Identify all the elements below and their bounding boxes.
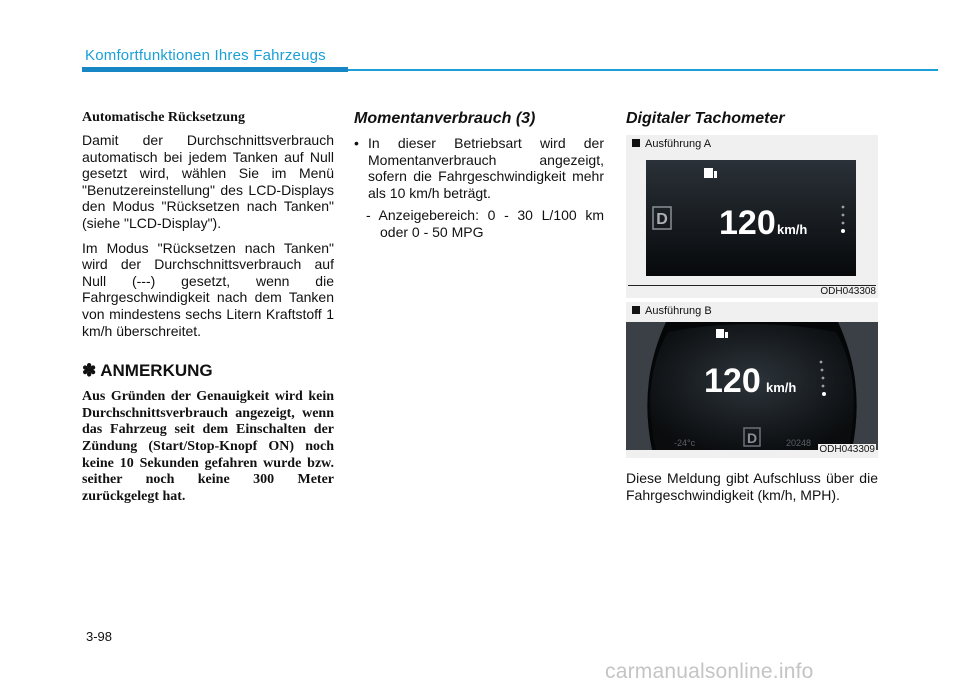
figure-b-code: ODH043309 — [819, 444, 875, 455]
gear-indicator: D — [746, 430, 758, 446]
note-heading — [82, 361, 334, 381]
gear-indicator: D — [656, 211, 668, 228]
header-rule-dark — [82, 67, 348, 72]
figure-b-label-text: Ausführung B — [645, 305, 712, 317]
note-body: Aus Gründen der Genauigkeit wird kein Durchschnittsverbrauch angezeigt, wenn das Fahrzeug seit dem Einschalten der Zündung (Start/Stop-Knopf ON) noch keine 10 Sekunden gefahren wurde bzw. seither noch keine 300 Meter zurückgelegt hat. — [82, 389, 334, 504]
speed-value: 120 — [719, 204, 776, 242]
figure-version-a — [626, 135, 878, 298]
cluster-b-graphic — [626, 322, 878, 450]
column-1 — [82, 110, 334, 505]
figure-a-label — [632, 138, 711, 150]
square-bullet-icon — [632, 306, 640, 314]
figure-a-label-text: Ausführung A — [645, 138, 712, 150]
bullet-dot: • — [354, 135, 359, 151]
speed-unit: km/h — [766, 380, 797, 395]
bullet-text: In dieser Betriebsart wird der Momentanverbrauch angezeigt, sofern die Fahrgeschwindigkeit mehr als 10 km/h beträgt. — [368, 135, 604, 201]
odometer: 20248 — [786, 438, 812, 448]
paragraph-auto-reset-1: Damit der Durchschnittsverbrauch automatisch bei jedem Tanken auf Null gesetzt wird, wählen Sie im Menü "Benutzereinstellung" des LCD-Displays den Modus "Rücksetzen nach Tanken" (siehe "LCD-Display"). — [82, 132, 334, 231]
paragraph-auto-reset-2: Im Modus "Rücksetzen nach Tanken" wird der Durchschnittsverbrauch auf Null (---) gesetzt, wenn die Fahrgeschwindigkeit nach dem Tanken von mindestens sechs Litern Kraftstoff 1 km/h überschreitet. — [82, 239, 334, 339]
note-heading-text: ANMERKUNG — [100, 361, 213, 381]
bullet-item — [354, 135, 604, 201]
watermark[interactable]: carmanualsonline.info — [605, 660, 814, 683]
heading-instant-consumption: Momentanverbrauch (3) — [354, 110, 536, 127]
note-star-icon: ✽ — [82, 361, 97, 381]
figure-version-b — [626, 302, 878, 458]
cluster-a-graphic — [646, 160, 856, 276]
header-rule-light — [348, 69, 938, 71]
cluster-display-b — [626, 322, 878, 450]
square-bullet-icon — [632, 139, 640, 147]
page-number: 3-98 — [86, 629, 113, 644]
outside-temperature: -24°c — [674, 438, 696, 448]
figure-a-code: ODH043308 — [820, 286, 876, 297]
cluster-display-a — [646, 160, 856, 276]
section-title: Komfortfunktionen Ihres Fahrzeugs — [85, 47, 326, 64]
speedometer-caption: Diese Meldung gibt Aufschluss über die Fahrgeschwindigkeit (km/h, MPH). — [626, 470, 878, 503]
column-3 — [626, 110, 878, 517]
heading-digital-speedometer: Digitaler Tachometer — [626, 110, 785, 127]
figure-b-label — [632, 305, 712, 317]
column-2 — [354, 110, 604, 247]
sub-item-range: - Anzeigebereich: 0 - 30 L/100 km oder 0 - 50 MPG — [366, 207, 604, 240]
heading-auto-reset: Automatische Rücksetzung — [82, 110, 245, 125]
speed-value: 120 — [704, 362, 761, 400]
speed-unit: km/h — [777, 222, 808, 237]
